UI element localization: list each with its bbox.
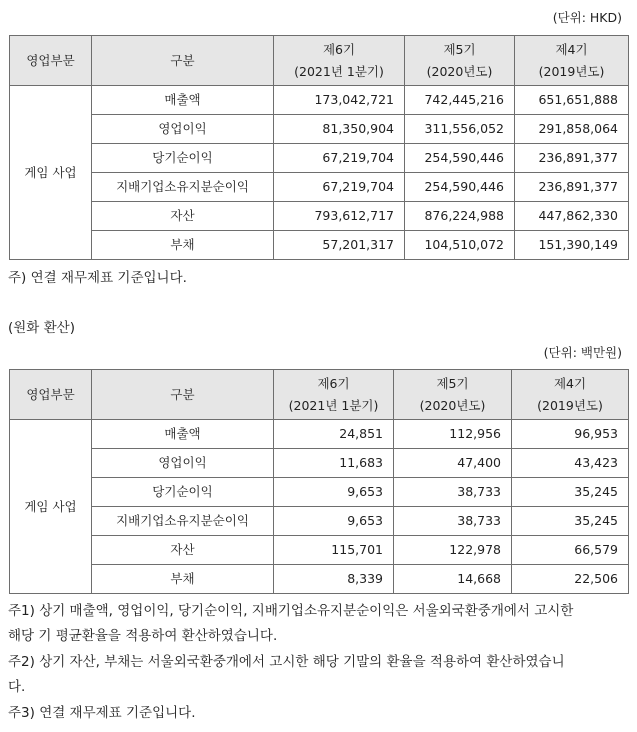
value-cell: 254,590,446 [405, 144, 515, 173]
table-row [10, 202, 629, 231]
value-cell: 236,891,377 [515, 173, 629, 202]
unit-label-krw: (단위: 백만원) [543, 345, 622, 360]
header-period-4: 제4기 (2019년도) [515, 36, 629, 86]
header-period-5: 제5기 (2020년도) [405, 36, 515, 86]
value-cell: 24,851 [274, 420, 394, 449]
value-cell: 311,556,052 [405, 115, 515, 144]
unit-label-hkd: (단위: HKD) [552, 10, 622, 25]
value-cell: 47,400 [394, 449, 512, 478]
table1-note: 주) 연결 재무제표 기준입니다. [8, 270, 187, 286]
value-cell: 11,683 [274, 449, 394, 478]
financial-table-krw [9, 369, 629, 594]
row-label: 매출액 [92, 420, 274, 449]
value-cell: 38,733 [394, 507, 512, 536]
value-cell: 115,701 [274, 536, 394, 565]
value-cell: 876,224,988 [405, 202, 515, 231]
table-row [10, 144, 629, 173]
row-label: 매출액 [92, 86, 274, 115]
row-label: 지배기업소유지분순이익 [92, 173, 274, 202]
value-cell: 291,858,064 [515, 115, 629, 144]
value-cell: 793,612,717 [274, 202, 405, 231]
header-period-5: 제5기 (2020년도) [394, 370, 512, 420]
value-cell: 67,219,704 [274, 173, 405, 202]
row-label: 지배기업소유지분순이익 [92, 507, 274, 536]
table-row [10, 507, 629, 536]
row-label: 부채 [92, 231, 274, 260]
row-label: 영업이익 [92, 115, 274, 144]
table-header-row [10, 370, 629, 420]
value-cell: 9,653 [274, 507, 394, 536]
header-period-6: 제6기 (2021년 1분기) [274, 370, 394, 420]
value-cell: 57,201,317 [274, 231, 405, 260]
table-row [10, 231, 629, 260]
table-row [10, 420, 629, 449]
table-row [10, 478, 629, 507]
value-cell: 236,891,377 [515, 144, 629, 173]
value-cell: 81,350,904 [274, 115, 405, 144]
value-cell: 14,668 [394, 565, 512, 594]
value-cell: 22,506 [512, 565, 629, 594]
header-period-6: 제6기 (2021년 1분기) [274, 36, 405, 86]
row-label: 자산 [92, 202, 274, 231]
row-label: 영업이익 [92, 449, 274, 478]
table-row [10, 449, 629, 478]
section-title-krw: (원화 환산) [8, 320, 75, 336]
value-cell: 151,390,149 [515, 231, 629, 260]
table2-note-2-cont: 다. [8, 679, 26, 695]
table-row [10, 173, 629, 202]
header-period-4: 제4기 (2019년도) [512, 370, 629, 420]
segment-cell: 게임 사업 [10, 86, 92, 260]
row-label: 부채 [92, 565, 274, 594]
value-cell: 8,339 [274, 565, 394, 594]
value-cell: 43,423 [512, 449, 629, 478]
header-category: 구분 [92, 370, 274, 420]
header-category: 구분 [92, 36, 274, 86]
row-label: 자산 [92, 536, 274, 565]
value-cell: 173,042,721 [274, 86, 405, 115]
value-cell: 651,651,888 [515, 86, 629, 115]
table-row [10, 86, 629, 115]
value-cell: 66,579 [512, 536, 629, 565]
value-cell: 38,733 [394, 478, 512, 507]
financial-table-hkd [9, 35, 629, 260]
header-segment: 영업부문 [10, 36, 92, 86]
value-cell: 254,590,446 [405, 173, 515, 202]
value-cell: 9,653 [274, 478, 394, 507]
value-cell: 35,245 [512, 478, 629, 507]
table-row [10, 115, 629, 144]
table-row [10, 565, 629, 594]
table2-note-2: 주2) 상기 자산, 부채는 서울외국환중개에서 고시한 해당 기말의 환율을 적용하여 환산하였습니 [8, 654, 565, 670]
row-label: 당기순이익 [92, 144, 274, 173]
value-cell: 447,862,330 [515, 202, 629, 231]
table-header-row [10, 36, 629, 86]
value-cell: 67,219,704 [274, 144, 405, 173]
header-segment: 영업부문 [10, 370, 92, 420]
row-label: 당기순이익 [92, 478, 274, 507]
value-cell: 122,978 [394, 536, 512, 565]
value-cell: 35,245 [512, 507, 629, 536]
table2-note-1: 주1) 상기 매출액, 영업이익, 당기순이익, 지배기업소유지분순이익은 서울외국환중개에서 고시한 [8, 603, 574, 619]
value-cell: 112,956 [394, 420, 512, 449]
table2-note-3: 주3) 연결 재무제표 기준입니다. [8, 705, 196, 721]
value-cell: 104,510,072 [405, 231, 515, 260]
table2-note-1-cont: 해당 기 평균환율을 적용하여 환산하였습니다. [8, 628, 278, 644]
table-row [10, 536, 629, 565]
value-cell: 742,445,216 [405, 86, 515, 115]
value-cell: 96,953 [512, 420, 629, 449]
segment-cell: 게임 사업 [10, 420, 92, 594]
